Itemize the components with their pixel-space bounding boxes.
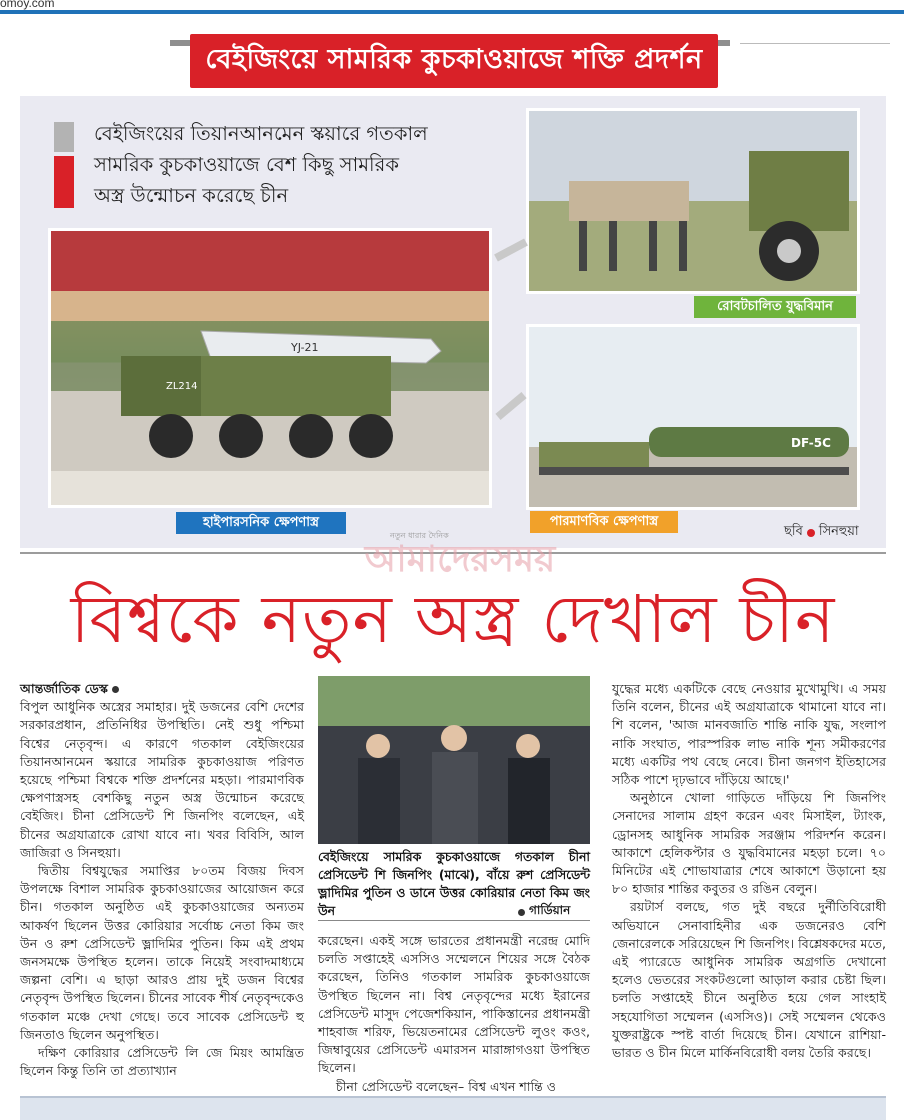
top-blue-rule <box>0 10 904 14</box>
caption-line: সামরিক কুচকাওয়াজে বেশ কিছু সামরিক <box>94 153 399 176</box>
credit-dot-icon <box>807 529 815 537</box>
paragraph: দ্বিতীয় বিশ্বযুদ্ধের সমাপ্তির ৮০তম বিজয় দিবস উপলক্ষে বিশাল সামরিক কুচকাওয়াজের আয়োজন করে চীন। গতকাল অনুষ্ঠিত এই কুচকাওয়াজের অন্যতম আকর্ষণ ছিলেন উত্তর কোরিয়ার সর্বোচ্চ নেতা কিম জং উন ও রুশ প্রেসিডেন্ট ভ্লাদিমির পুতিন। কিম এই প্রথম জনসমক্ষে উপস্থিত হলেন। তাকে নিয়েই সংবাদমাধ্যমে জল্পনা বেশি। এ ছাড়া আরও প্রায় দুই ডজন বিশ্বের নেতৃবৃন্দ উপস্থিত ছিলেন। চীনের সাবেক শীর্ষ নেতৃবৃন্দকেও গতকাল মঞ্চে দেখা গেছে। তবে সাবেক প্রেসিডেন্ট হু জিনতাও ছিলেন অনুপস্থিত। <box>20 863 304 1042</box>
section-banner: বেইজিংয়ে সামরিক কুচকাওয়াজে শক্তি প্রদর্শন <box>190 34 718 88</box>
top-bar <box>0 0 904 14</box>
article-column-2 <box>318 932 590 1096</box>
robot-illustration <box>529 111 857 291</box>
label-robot: রোবটচালিত যুদ্ধবিমান <box>694 296 856 318</box>
desk-label: আন্তর্জাতিক ডেস্ক <box>20 681 108 696</box>
credit-dot-icon <box>518 909 525 916</box>
paragraph: চীনা প্রেসিডেন্ট বলেছেন– বিশ্ব এখন শান্তি ও <box>336 1078 557 1094</box>
banner-rule-thin <box>740 43 890 44</box>
hypersonic-missile-photo <box>48 228 492 508</box>
credit-source: সিনহুয়া <box>818 524 859 539</box>
truck-code: ZL214 <box>166 381 198 392</box>
photo-credit <box>784 522 859 543</box>
caption-bar-grey <box>54 122 74 152</box>
label-hypersonic: হাইপারসনিক ক্ষেপণাস্ত্র <box>176 512 346 534</box>
paragraph: দক্ষিণ কোরিয়ার প্রেসিডেন্ট লি জে মিয়ং আমন্ত্রিত ছিলেন কিন্তু তিনি তা প্রত্যাখ্যান <box>20 1045 304 1079</box>
watermark-logo: আমাদেরসময় <box>364 539 556 580</box>
paragraph: অনুষ্ঠানে খোলা গাড়িতে দাঁড়িয়ে শি জিনপিং সেনাদের সালাম গ্রহণ করেন এবং মিসাইল, ট্যাংক, ড্রোনসহ আধুনিক সামরিক সরঞ্জাম পরিদর্শন করেন। আকাশে হেলিকপ্টার ও যুদ্ধবিমানের মহড়া চলে। ৭০ মিনিটের এই শোভাযাত্রার শেষে আকাশে উড়ানো হয় ৮০ হাজার শান্তির কবুতর ও রঙিন বেলুন। <box>612 790 886 897</box>
leaders-photo <box>318 676 590 844</box>
leaders-photo-caption: বেইজিংয়ে সামরিক কুচকাওয়াজে গতকাল চীনা প্রেসিডেন্ট শি জিনপিং (মাঝে), বাঁয়ে রুশ প্রেসিডেন্ট ভ্লাদিমির পুতিন ও ডানে উত্তর কোরিয়ার নেতা কিম জং উন <box>318 849 590 918</box>
caption-text <box>94 118 504 211</box>
caption-bar-red <box>54 156 74 208</box>
df-marking: DF-5C <box>791 436 831 450</box>
photo-panel-caption <box>54 118 504 211</box>
paragraph: রয়টার্স বলছে, গত দুই বছরে দুর্নীতিবিরোধী অভিযানে সেনাবাহিনীর এক ডজনেরও বেশি জেনারেলকে সরিয়েছেন শি জিনপিং। বিশ্লেষকদের মতে, এই প্যারেডে আধুনিক সামরিক অগ্রগতি দেখানো হলেও ভেতরের সংকটগুলো আড়াল করার চেষ্টা ছিল। চলতি সপ্তাহেই চীনে অনুষ্ঠিত হয়ে গেল সাংহাই সহযোগিতা সম্মেলন (এসসিও)। সেই সম্মেলন থেকেও যুক্তরাষ্ট্রকে স্পষ্ট বার্তা দিয়েছে চীন। যেখানে রাশিয়া-ভারত ও চীন মিলে মার্কিনবিরোধী বলয় তৈরি করছে। <box>612 899 886 1061</box>
leaders-illustration <box>318 676 590 844</box>
paragraph: বিপুল আধুনিক অস্ত্রের সমাহার। দুই ডজনের বেশি দেশের সরকারপ্রধান, প্রতিনিধির উপস্থিতি। নেই শুধু পশ্চিমা বিশ্বের নেতৃবৃন্দ। এ কারণে গতকাল বেইজিংয়ের তিয়ানআনমেন স্কয়ারে সামরিক কুচকাওয়াজ পরিণত হয়েছে পশ্চিমা বিশ্বকে শক্তি প্রদর্শনের মহড়া। পারমাণবিক ক্ষেপণাস্ত্রসহ বেশকিছু নতুন অস্ত্র উন্মোচন করেছে বেইজিং। চীনা প্রেসিডেন্ট শি জিনপিং বলেছেন, এই চীনের অগ্রযাত্রাকে রোখা যাবে না। খবর বিবিসি, আল জাজিরা ও সিনহুয়া। <box>20 699 304 860</box>
credit-prefix: ছবি <box>784 524 803 539</box>
site-url: omoy.com <box>0 0 55 10</box>
desk-dot-icon <box>112 686 119 693</box>
article-column-3 <box>612 680 886 1062</box>
df-missile-illustration <box>529 327 857 507</box>
label-nuclear: পারমাণবিক ক্ষেপণাস্ত্র <box>530 511 678 533</box>
bottom-strip <box>20 1098 886 1120</box>
main-headline: বিশ্বকে নতুন অস্ত্র দেখাল চীন <box>70 581 836 658</box>
paragraph: করেছেন। একই সঙ্গে ভারতের প্রধানমন্ত্রী নরেন্দ্র মোদি চলতি সপ্তাহেই এসসিও সম্মেলনে শিয়ের সঙ্গে বৈঠক করেছেন, তিনিও গতকাল সামরিক কুচকাওয়াজে উপস্থিত ছিলেন না। বিশ্ব নেতৃবৃন্দের মধ্যে ইরানের প্রেসিডেন্ট মাসুদ পেজেশকিয়ান, পাকিস্তানের প্রধানমন্ত্রী শাহবাজ শরিফ, ভিয়েতনামের প্রেসিডেন্ট লুওং কওং, জিম্বাবুয়ের প্রেসিডেন্ট এমারসন মারাঙ্গাগওয়া উপস্থিত ছিলেন। <box>318 933 590 1076</box>
article-column-1 <box>20 680 304 1080</box>
credit-source: গার্ডিয়ান <box>529 903 571 917</box>
caption-line: অস্ত্র উন্মোচন করেছে চীন <box>94 184 289 207</box>
paragraph: যুদ্ধের মধ্যে একটিকে বেছে নেওয়ার মুখোমুখি। এ সময় তিনি বলেন, চীনের এই অগ্রযাত্রাকে থামানো যাবে না। শি বলেন, 'আজ মানবজাতি শান্তি নাকি যুদ্ধ, সংলাপ নাকি সংঘাত, পারস্পরিক লাভ নাকি শূন্য সমীকরণের মধ্যে একটির পথ বেছে নেবে। চীনা জনগণ ইতিহাসের সঠিক পাশে দৃঢ়ভাবে দাঁড়িয়ে আছে।' <box>612 681 886 788</box>
robot-combat-photo <box>526 108 860 294</box>
watermark-tagline: নতুন ধারার দৈনিক <box>390 531 449 540</box>
missile-marking: YJ-21 <box>291 341 319 354</box>
leaders-photo-credit <box>518 902 570 922</box>
caption-line: বেইজিংয়ের তিয়ানআনমেন স্কয়ারে গতকাল <box>94 122 428 145</box>
hypersonic-missile-illustration <box>51 231 489 505</box>
caption-rule <box>318 920 590 921</box>
nuclear-missile-photo <box>526 324 860 510</box>
